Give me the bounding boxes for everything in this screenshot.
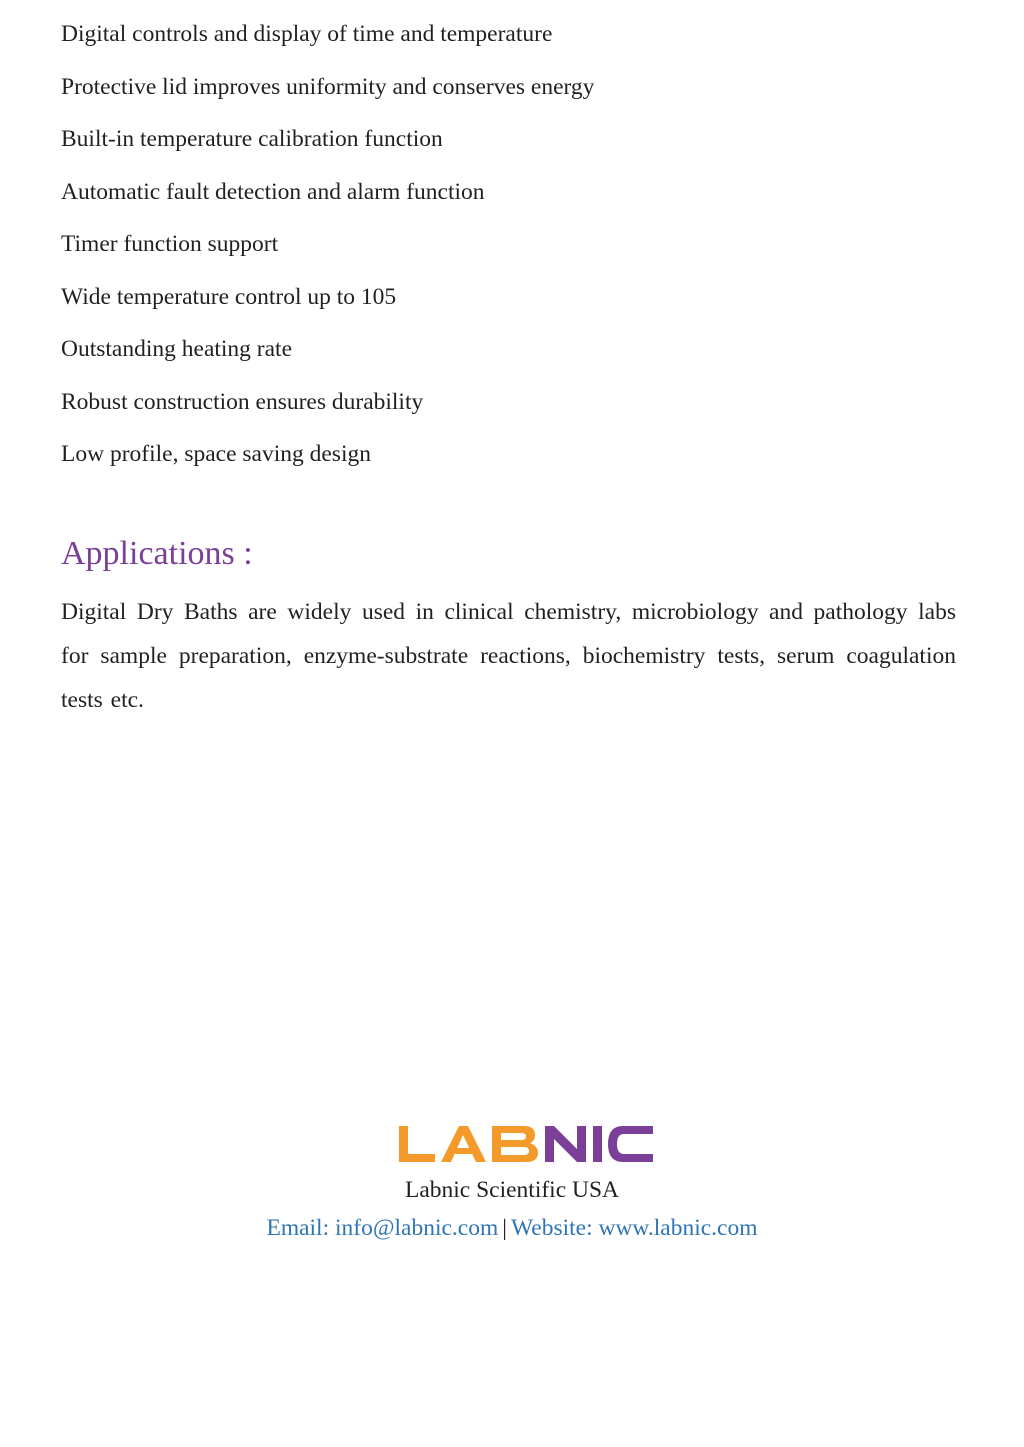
applications-paragraph: Digital Dry Baths are widely used in clinical chemistry, microbiology and pathology labs for sample preparation, enzyme-substrate reactions, biochemistry tests, serum coagulation tests etc. [61, 599, 956, 713]
feature-list [61, 8, 594, 481]
feature-item: Digital controls and display of time and temperature [61, 21, 553, 47]
feature-item: Protective lid improves uniformity and conserves energy [61, 73, 595, 100]
feature-item: Robust construction ensures durability [61, 388, 424, 415]
feature-item: Timer function support [61, 231, 279, 257]
applications-heading: Applications : [61, 535, 253, 572]
feature-item: Wide temperature control up to 105 [61, 283, 397, 310]
email-link[interactable]: Email: info@labnic.com [266, 1215, 499, 1241]
feature-item: Low profile, space saving design [61, 441, 371, 467]
contact-separator: | [502, 1215, 507, 1241]
website-link[interactable]: Website: www.labnic.com [510, 1215, 758, 1241]
feature-item: Built-in temperature calibration function [61, 126, 443, 152]
contact-line [0, 1212, 1024, 1244]
labnic-logo [397, 1124, 655, 1164]
company-name: Labnic Scientific USA [404, 1177, 620, 1203]
feature-item: Outstanding heating rate [61, 336, 293, 362]
feature-item: Automatic fault detection and alarm function [61, 178, 485, 205]
